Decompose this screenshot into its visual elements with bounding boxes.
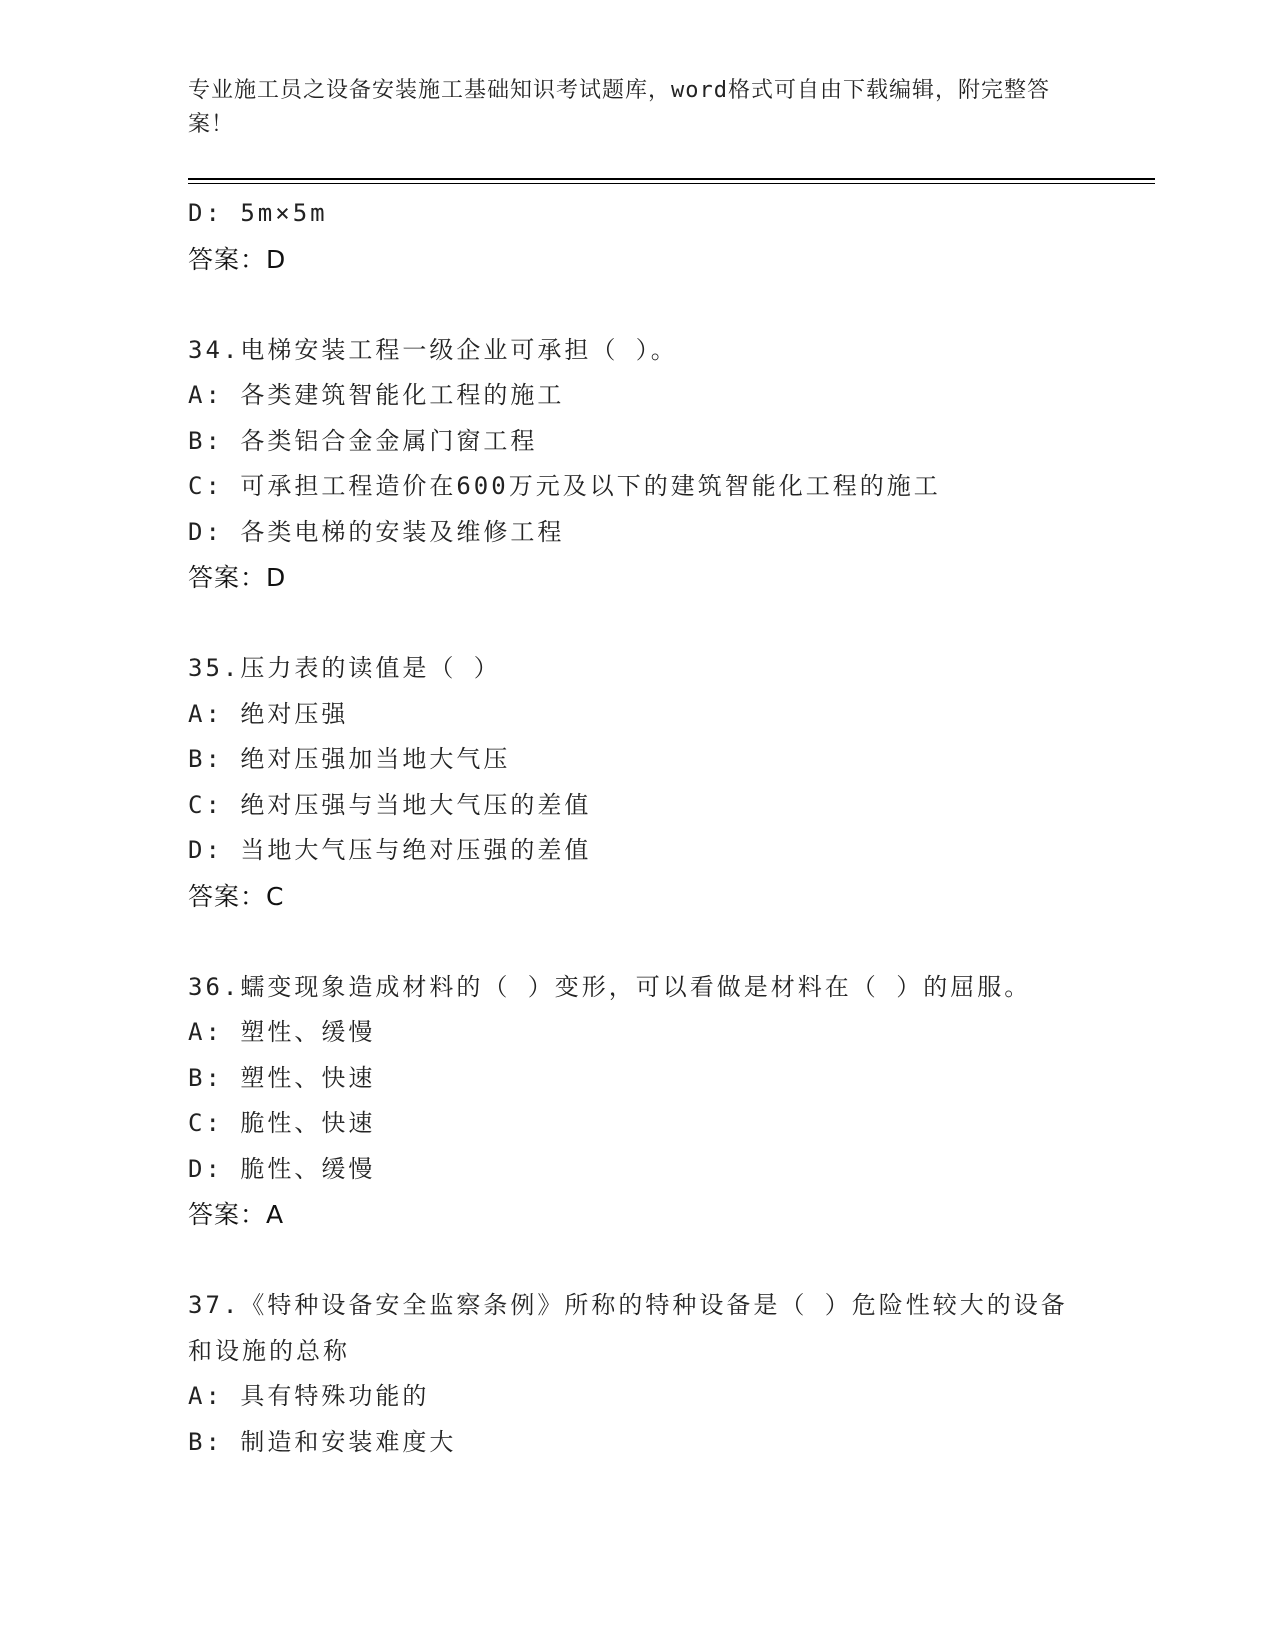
spacer (188, 601, 1088, 647)
spacer (188, 1238, 1088, 1284)
question-stem: 37.《特种设备安全监察条例》所称的特种设备是（ ）危险性较大的设备和设施的总称 (188, 1291, 1068, 1365)
question-33 (188, 191, 1088, 282)
header-divider-thin (188, 183, 1155, 184)
option-b: B: 绝对压强加当地大气压 (188, 745, 511, 773)
spacer (188, 282, 1088, 328)
question-stem: 34.电梯安装工程一级企业可承担（ ）。 (188, 335, 678, 364)
option-a: A: 塑性、缓慢 (188, 1018, 376, 1046)
question-35 (188, 646, 1088, 919)
option-d: D: 各类电梯的安装及维修工程 (188, 517, 565, 546)
option-d: D: 当地大气压与绝对压强的差值 (188, 836, 592, 864)
option-d: D: 5m×5m (188, 199, 328, 227)
answer: 答案：C (188, 881, 285, 911)
option-c: C: 脆性、快速 (188, 1109, 376, 1137)
question-stem: 36.蠕变现象造成材料的（ ）变形，可以看做是材料在（ ）的屈服。 (188, 972, 1032, 1001)
option-b: B: 制造和安装难度大 (188, 1427, 457, 1456)
header-divider-thick (188, 178, 1155, 180)
question-stem: 35.压力表的读值是（ ） (188, 654, 501, 682)
spacer (188, 919, 1088, 965)
option-a: A: 各类建筑智能化工程的施工 (188, 381, 565, 409)
option-c: C: 可承担工程造价在600万元及以下的建筑智能化工程的施工 (188, 472, 941, 500)
option-a: A: 具有特殊功能的 (188, 1382, 430, 1410)
question-list (188, 191, 1088, 1465)
answer: 答案：D (188, 563, 287, 592)
question-36 (188, 965, 1088, 1238)
option-d: D: 脆性、缓慢 (188, 1154, 376, 1183)
option-b: B: 塑性、快速 (188, 1063, 376, 1092)
answer: 答案：D (188, 244, 287, 274)
option-c: C: 绝对压强与当地大气压的差值 (188, 790, 592, 819)
option-a: A: 绝对压强 (188, 699, 349, 728)
question-37 (188, 1283, 1088, 1465)
option-b: B: 各类铝合金金属门窗工程 (188, 426, 538, 455)
document-header: 专业施工员之设备安装施工基础知识考试题库，word格式可自由下载编辑，附完整答案！ (188, 78, 1050, 137)
answer: 答案：A (188, 1200, 285, 1229)
question-34 (188, 328, 1088, 601)
